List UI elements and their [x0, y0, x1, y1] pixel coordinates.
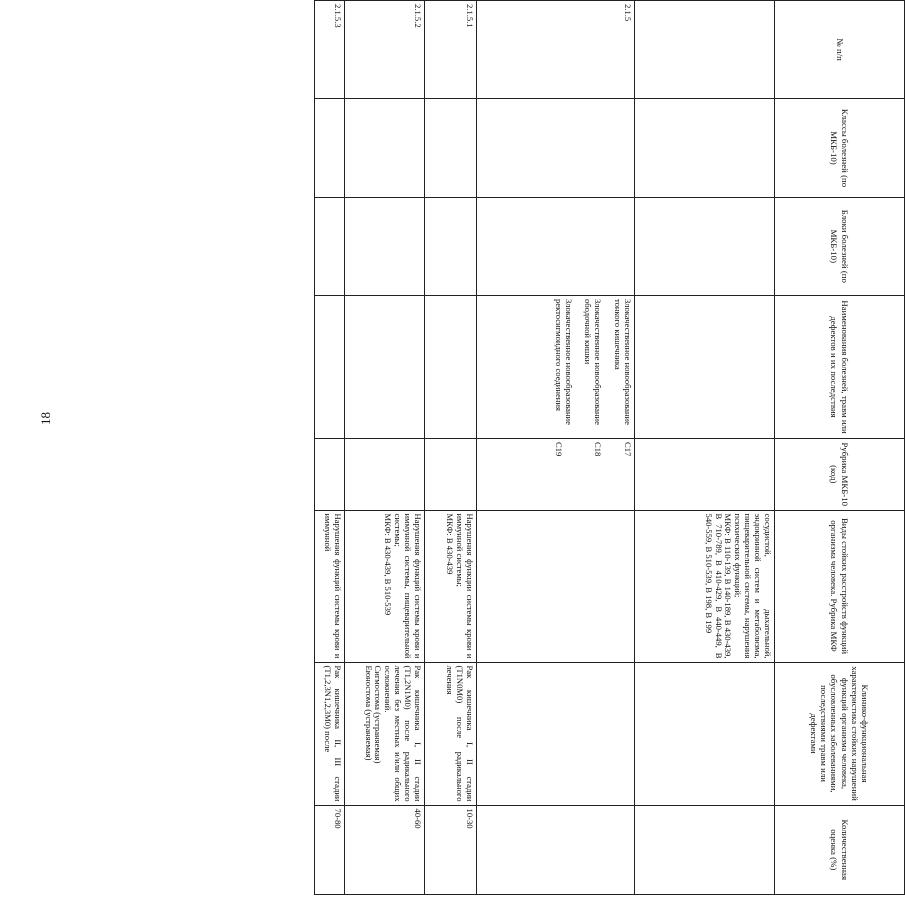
row-clinical: Рак кишечника I, II стадии (T1,2N1M0) после радикального лечения без местных и/или общих осложнений. Сигмостома (устраняемая) Еюностома (устраняемая)	[345, 662, 425, 805]
row-block	[477, 197, 635, 295]
table-header-row	[775, 1, 905, 895]
row-class	[635, 99, 775, 197]
row-number: 2.1.5	[477, 1, 635, 99]
header-number: № п/п	[775, 1, 905, 99]
row-percent: 10-30	[425, 805, 477, 894]
row-number	[635, 1, 775, 99]
row-block	[635, 197, 775, 295]
row-percent: 70-80	[315, 805, 345, 894]
row-code: C17 C18 C19	[477, 439, 635, 511]
header-disease-class: Классы болезней (по МКБ-10)	[775, 99, 905, 197]
row-functions	[477, 510, 635, 662]
row-class	[425, 99, 477, 197]
row-clinical: Рак кишечника II, III стадии (T1,2,3N1,2,3M0) после	[315, 662, 345, 805]
row-functions: Нарушения функций системы крови и иммунной	[315, 510, 345, 662]
row-block	[425, 197, 477, 295]
page-number: 18	[38, 412, 53, 425]
row-clinical	[635, 662, 775, 805]
header-disease-name: Наименования болезней, травм или дефектов и их последствия	[775, 295, 905, 438]
row-percent: 40-60	[345, 805, 425, 894]
row-disease	[315, 295, 345, 438]
row-percent	[477, 805, 635, 894]
row-block	[345, 197, 425, 295]
table-row	[345, 1, 425, 895]
header-quantitative-assessment: Количественная оценка (%)	[775, 805, 905, 894]
disability-criteria-table	[323, 0, 905, 895]
row-class	[345, 99, 425, 197]
header-disease-block: Блоки болезней (по МКБ-10)	[775, 197, 905, 295]
table-row	[315, 1, 345, 895]
row-functions: сосудистой, дыхательной, эндокринной систем и метаболизма, пищеварительной системы, нарушения психических функций; МКФ: B 110-139, B 140-189, B 430-439, B 710-789, B 410-429, B 440-449, B 540-559, B 510-539, B 198, B 199	[635, 510, 775, 662]
header-icd-code: Рубрика МКБ-10 (код)	[775, 439, 905, 511]
table-row	[635, 1, 775, 895]
row-disease: Злокачественное новообразование тонкого кишечника Злокачественное новообразование ободочной кишки Злокачественное новообразование ректосигмоидного соединения	[477, 295, 635, 438]
row-code	[345, 439, 425, 511]
row-disease	[635, 295, 775, 438]
row-number: 2.1.5.1	[425, 1, 477, 99]
table-row	[425, 1, 477, 895]
row-clinical	[477, 662, 635, 805]
row-code	[635, 439, 775, 511]
row-disease	[425, 295, 477, 438]
row-code	[425, 439, 477, 511]
row-number: 2.1.5.3	[315, 1, 345, 99]
row-number: 2.1.5.2	[345, 1, 425, 99]
table-row	[477, 1, 635, 895]
row-class	[315, 99, 345, 197]
row-functions: Нарушения функций системы крови и иммунной системы, пищеварительной системы; МКФ: B 430-439, B 510-539	[345, 510, 425, 662]
row-class	[477, 99, 635, 197]
row-percent	[635, 805, 775, 894]
header-clinical-characteristic: Клинико-функциональная характеристика стойких нарушений функций организма человека, обусловленных заболеваниями, последствиями травм или дефектами	[775, 662, 905, 805]
row-code	[315, 439, 345, 511]
row-disease	[345, 295, 425, 438]
row-block	[315, 197, 345, 295]
header-function-disorders: Виды стойких расстройств функций организма человека. Рубрика МКФ	[775, 510, 905, 662]
row-functions: Нарушения функции системы крови и иммунной системы; МКФ: B 430-439	[425, 510, 477, 662]
row-clinical: Рак кишечника I, II стадии (T1N0M0) после радикального лечения	[425, 662, 477, 805]
